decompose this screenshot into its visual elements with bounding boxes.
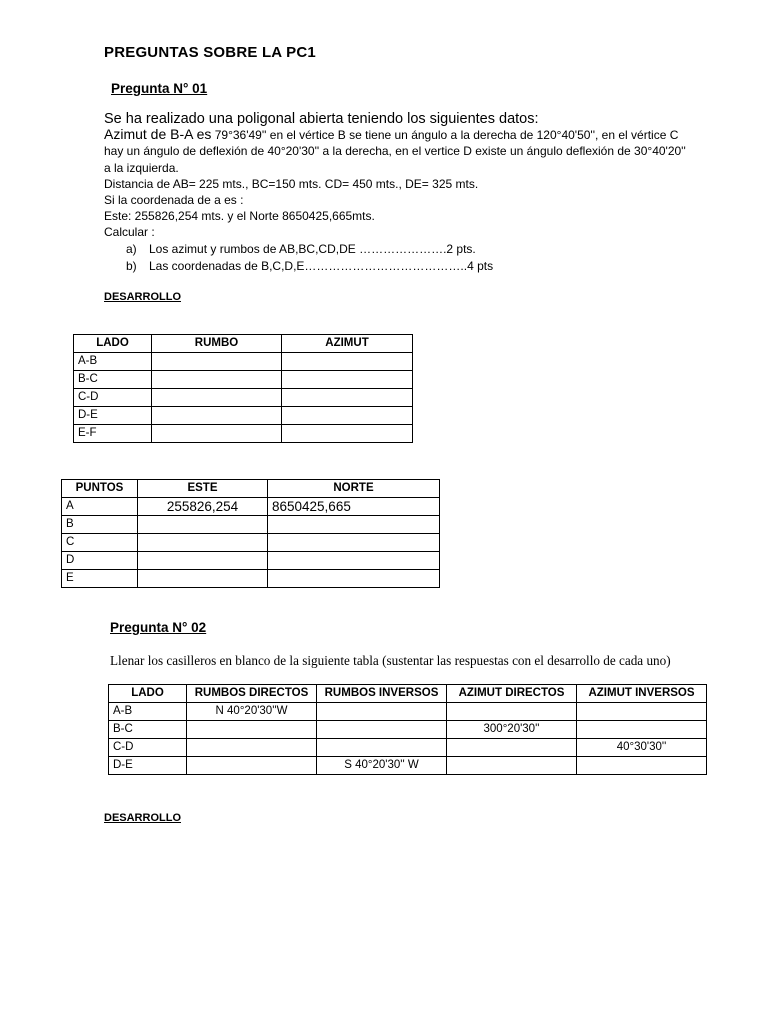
este-cell	[138, 552, 268, 570]
lado-cell: C-D	[109, 739, 187, 757]
table-row	[109, 757, 707, 775]
este-cell: 255826,254	[138, 498, 268, 516]
azimut-directo-cell	[447, 739, 577, 757]
azimut-rest: 79°36'49'' en el vértice B se tiene un ángulo a la derecha de 120°40'50'', en el vértice C	[211, 128, 679, 142]
desarrollo-2-label: DESARROLLO	[104, 812, 181, 824]
header-azimut: AZIMUT	[282, 335, 413, 353]
lado-cell: E-F	[74, 425, 152, 443]
punto-cell: A	[62, 498, 138, 516]
rumbo-cell	[152, 407, 282, 425]
lado-cell: A-B	[109, 703, 187, 721]
azimut-cell	[282, 407, 413, 425]
rumbo-cell	[152, 371, 282, 389]
norte-cell	[268, 516, 440, 534]
table-row	[109, 703, 707, 721]
azimut-inverso-cell	[577, 703, 707, 721]
question-1-distances: Distancia de AB= 225 mts., BC=150 mts. CD= 450 mts., DE= 325 mts.	[104, 177, 479, 191]
rumbo-inverso-cell	[317, 721, 447, 739]
table-header-row	[62, 480, 440, 498]
desarrollo-1-label: DESARROLLO	[104, 291, 181, 303]
lado-cell: B-C	[109, 721, 187, 739]
item-a-text: Los azimut y rumbos de AB,BC,CD,DE ………………….2 pts.	[149, 242, 476, 256]
coordinates-table	[61, 479, 440, 588]
azimut-cell	[282, 371, 413, 389]
rumbo-directo-cell	[187, 757, 317, 775]
rumbo-cell	[152, 353, 282, 371]
header-este: ESTE	[138, 480, 268, 498]
rumbo-inverso-cell	[317, 703, 447, 721]
table-row	[62, 516, 440, 534]
question-1-line-5: Si la coordenada de a es :	[104, 193, 244, 207]
norte-cell	[268, 534, 440, 552]
table-row	[62, 552, 440, 570]
table-row	[74, 425, 413, 443]
header-lado: LADO	[109, 685, 187, 703]
question-1-line-2: hay un ángulo de deflexión de 40°20'30'' a la derecha, en el vertice D existe un ángulo deflexión de 30°40'20''	[104, 144, 686, 158]
question-1-coordinates: Este: 255826,254 mts. y el Norte 8650425,665mts.	[104, 209, 375, 223]
rumbo-cell	[152, 425, 282, 443]
table-row	[109, 739, 707, 757]
table-row	[74, 407, 413, 425]
item-b-marker: b)	[126, 259, 137, 273]
question-1-intro: Se ha realizado una poligonal abierta teniendo los siguientes datos:	[104, 111, 539, 127]
punto-cell: E	[62, 570, 138, 588]
rumbo-directo-cell	[187, 721, 317, 739]
lado-cell: C-D	[74, 389, 152, 407]
rumbo-directo-cell	[187, 739, 317, 757]
este-cell	[138, 534, 268, 552]
azimut-cell	[282, 425, 413, 443]
header-norte: NORTE	[268, 480, 440, 498]
lado-rumbo-azimut-table	[73, 334, 413, 443]
header-puntos: PUNTOS	[62, 480, 138, 498]
header-rumbos-directos: RUMBOS DIRECTOS	[187, 685, 317, 703]
question-1-heading: Pregunta N° 01	[111, 81, 208, 96]
norte-cell	[268, 552, 440, 570]
norte-cell: 8650425,665	[268, 498, 440, 516]
punto-cell: C	[62, 534, 138, 552]
rumbo-directo-cell: N 40°20'30''W	[187, 703, 317, 721]
azimut-directo-cell: 300°20'30''	[447, 721, 577, 739]
table-row	[74, 371, 413, 389]
rumbo-inverso-cell: S 40°20'30'' W	[317, 757, 447, 775]
rumbos-azimut-table	[108, 684, 707, 775]
table-row	[109, 721, 707, 739]
question-2-heading: Pregunta N° 02	[110, 620, 207, 635]
table-row	[62, 570, 440, 588]
lado-cell: B-C	[74, 371, 152, 389]
item-b-text: Las coordenadas de B,C,D,E…………………………………..4 pts	[149, 259, 494, 273]
header-lado: LADO	[74, 335, 152, 353]
header-azimut-directos: AZIMUT DIRECTOS	[447, 685, 577, 703]
azimut-inverso-cell	[577, 757, 707, 775]
punto-cell: B	[62, 516, 138, 534]
page-title: PREGUNTAS SOBRE LA PC1	[104, 44, 316, 61]
question-1-line-3: a la izquierda.	[104, 161, 179, 175]
table-row	[74, 389, 413, 407]
azimut-prefix: Azimut de B-A es	[104, 126, 212, 142]
este-cell	[138, 570, 268, 588]
azimut-directo-cell	[447, 757, 577, 775]
item-a-marker: a)	[126, 242, 137, 256]
azimut-directo-cell	[447, 703, 577, 721]
table-header-row	[74, 335, 413, 353]
azimut-inverso-cell: 40°30'30''	[577, 739, 707, 757]
azimut-inverso-cell	[577, 721, 707, 739]
table-row	[74, 353, 413, 371]
table-row	[62, 534, 440, 552]
table-header-row	[109, 685, 707, 703]
table-row	[62, 498, 440, 516]
header-rumbos-inversos: RUMBOS INVERSOS	[317, 685, 447, 703]
header-rumbo: RUMBO	[152, 335, 282, 353]
norte-cell	[268, 570, 440, 588]
lado-cell: D-E	[74, 407, 152, 425]
punto-cell: D	[62, 552, 138, 570]
rumbo-inverso-cell	[317, 739, 447, 757]
azimut-cell	[282, 353, 413, 371]
question-1-calcular: Calcular :	[104, 225, 155, 239]
azimut-cell	[282, 389, 413, 407]
question-2-instruction: Llenar los casilleros en blanco de la siguiente tabla (sustentar las respuestas con el desarrollo de cada uno)	[110, 653, 671, 668]
este-cell	[138, 516, 268, 534]
lado-cell: D-E	[109, 757, 187, 775]
header-azimut-inversos: AZIMUT INVERSOS	[577, 685, 707, 703]
lado-cell: A-B	[74, 353, 152, 371]
rumbo-cell	[152, 389, 282, 407]
question-1-azimut-line	[104, 126, 678, 143]
